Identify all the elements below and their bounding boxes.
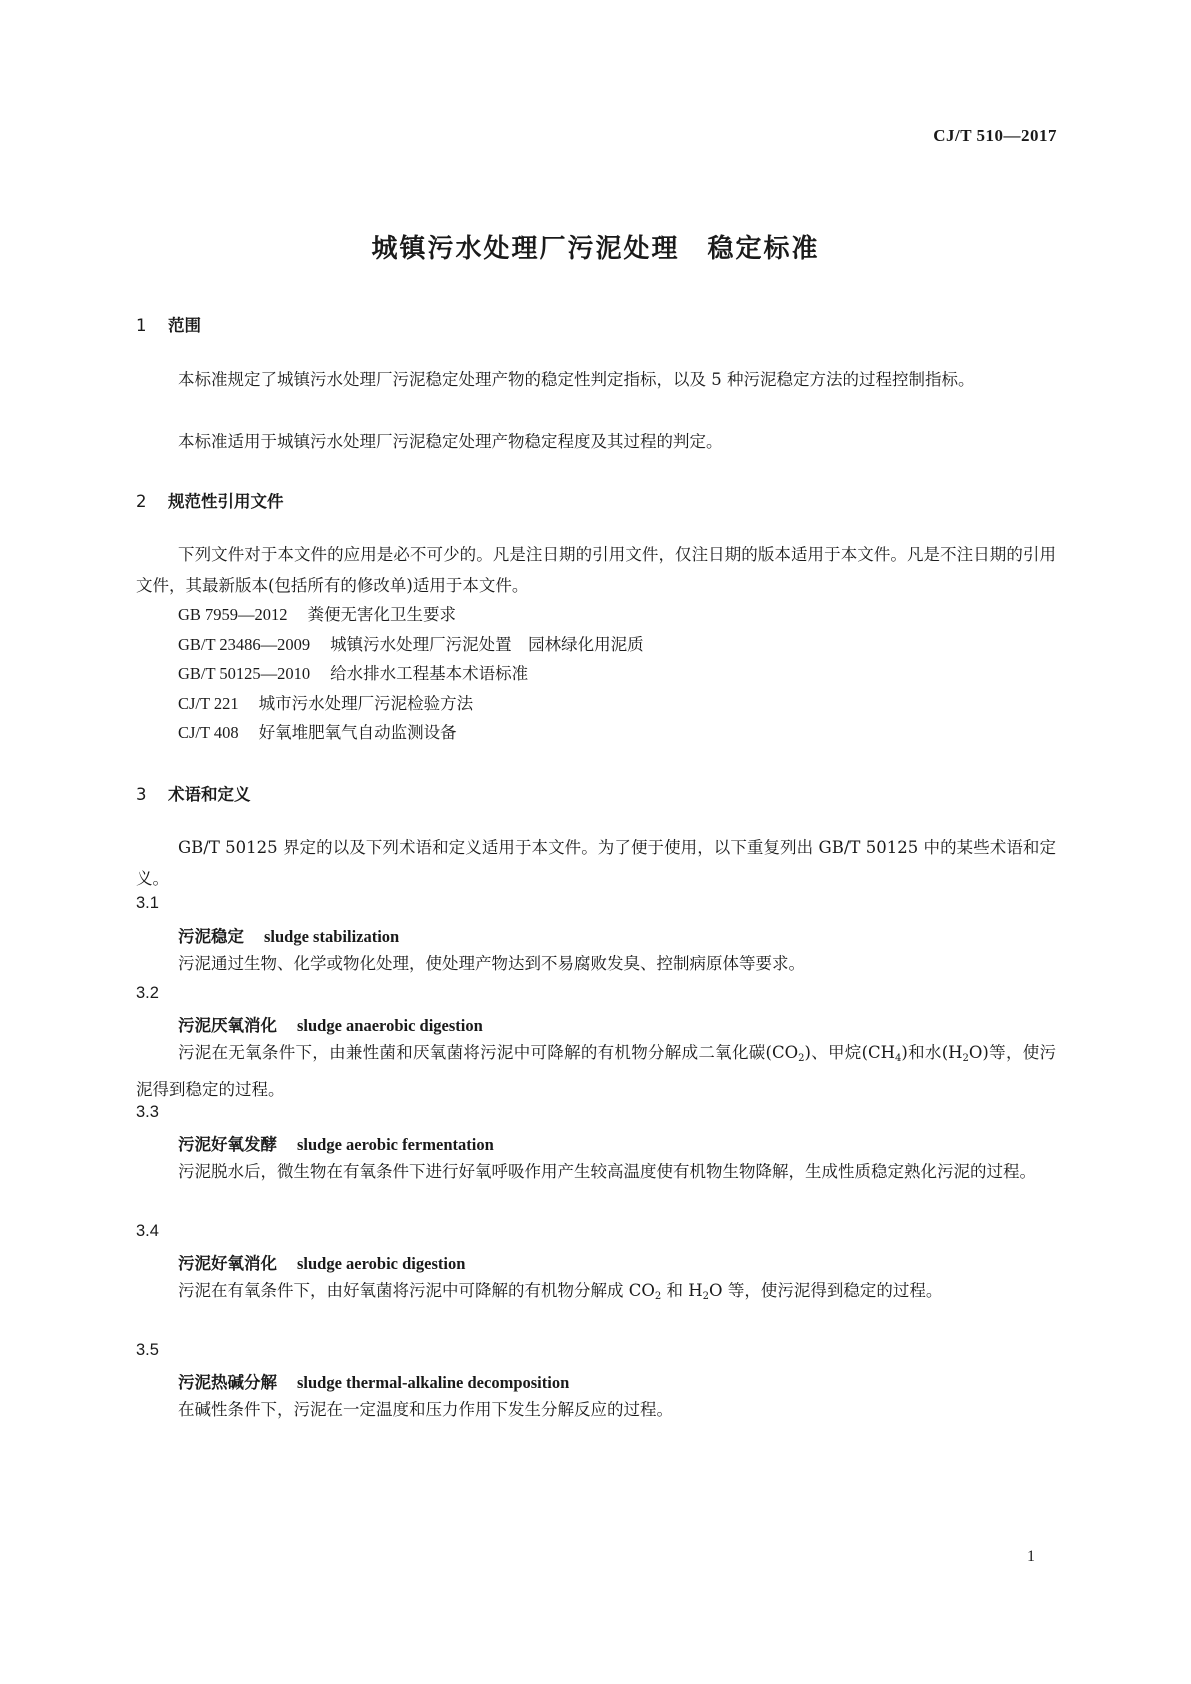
reference-item: [178, 690, 473, 714]
section-2-paragraph-1: 下列文件对于本文件的应用是必不可少的。凡是注日期的引用文件，仅注日期的版本适用于本文件。凡是不注日期的引用文件，其最新版本(包括所有的修改单)适用于本文件。: [136, 545, 1056, 595]
term-definition: 在碱性条件下，污泥在一定温度和压力作用下发生分解反应的过程。: [178, 1400, 673, 1419]
reference-code: CJ/T 221: [178, 694, 239, 713]
definition-text: )、甲烷(CH: [804, 1043, 896, 1062]
term-definition: [136, 1275, 1056, 1312]
term-number: 3.2: [136, 984, 159, 1002]
reference-title: 粪便无害化卫生要求: [307, 605, 457, 624]
page-number: 1: [1027, 1548, 1035, 1565]
term-name: [178, 923, 399, 947]
reference-code: GB/T 50125—2010: [178, 664, 311, 683]
term-definition: 污泥通过生物、化学或物化处理，使处理产物达到不易腐败发臭、控制病原体等要求。: [178, 954, 805, 973]
term-name-zh: 污泥稳定: [178, 927, 244, 946]
term-number: 3.3: [136, 1103, 159, 1121]
term-name: [178, 1250, 465, 1274]
subscript: 2: [798, 1053, 805, 1064]
term-name-en: sludge aerobic digestion: [297, 1254, 466, 1273]
term-number: 3.4: [136, 1222, 159, 1240]
definition-text: O)等，使污泥得到稳定的过程。: [136, 1043, 1057, 1099]
definition-text: )和水(H: [901, 1043, 963, 1062]
section-title: 范围: [168, 316, 201, 335]
page-title: 城镇污水处理厂污泥处理 稳定标准: [371, 234, 820, 264]
reference-title: 城镇污水处理厂污泥处置 园林绿化用泥质: [330, 635, 644, 654]
section-3-paragraph-1: GB/T 50125 界定的以及下列术语和定义适用于本文件。为了便于使用，以下重复列出 GB/T 50125 中的某些术语和定义。: [136, 838, 1056, 888]
term-number: 3.5: [136, 1341, 159, 1359]
term-name-en: sludge aerobic fermentation: [297, 1135, 494, 1154]
section-2-heading: [136, 488, 284, 512]
term-name-en: sludge thermal-alkaline decomposition: [297, 1373, 570, 1392]
section-number: 1: [136, 316, 147, 335]
subscript: 4: [895, 1053, 902, 1064]
term-name: [178, 1131, 494, 1155]
section-3-heading: [136, 781, 251, 805]
term-name-zh: 污泥热碱分解: [178, 1373, 277, 1392]
subscript: 2: [962, 1053, 969, 1064]
section-number: 3: [136, 785, 147, 804]
reference-item: [178, 601, 456, 625]
section-1-paragraph-1: 本标准规定了城镇污水处理厂污泥稳定处理产物的稳定性判定指标，以及 5 种污泥稳定方法的过程控制指标。: [178, 370, 975, 389]
section-1-paragraph-2: 本标准适用于城镇污水处理厂污泥稳定处理产物稳定程度及其过程的判定。: [178, 432, 723, 451]
definition-text: 和 H: [661, 1281, 703, 1300]
section-1-heading: [136, 312, 201, 336]
reference-item: [178, 631, 644, 655]
definition-text: O 等，使污泥得到稳定的过程。: [709, 1281, 943, 1300]
section-number: 2: [136, 492, 147, 511]
reference-item: [178, 719, 457, 743]
term-name-en: sludge anaerobic digestion: [297, 1016, 483, 1035]
term-name-zh: 污泥厌氧消化: [178, 1016, 277, 1035]
term-name-zh: 污泥好氧消化: [178, 1254, 277, 1273]
term-definition: 污泥脱水后，微生物在有氧条件下进行好氧呼吸作用产生较高温度使有机物生物降解，生成性质稳定熟化污泥的过程。: [178, 1162, 1036, 1181]
reference-title: 给水排水工程基本术语标准: [330, 664, 529, 683]
term-name-en: sludge stabilization: [264, 927, 400, 946]
term-name: [178, 1012, 483, 1036]
section-title: 术语和定义: [168, 785, 251, 804]
subscript: 2: [654, 1291, 662, 1302]
reference-title: 好氧堆肥氧气自动监测设备: [258, 723, 457, 742]
term-definition: [136, 1037, 1056, 1105]
reference-title: 城市污水处理厂污泥检验方法: [258, 694, 474, 713]
section-title: 规范性引用文件: [168, 492, 284, 511]
term-name-zh: 污泥好氧发酵: [178, 1135, 277, 1154]
reference-code: CJ/T 408: [178, 723, 239, 742]
standard-code: CJ/T 510—2017: [933, 126, 1057, 145]
definition-text: 污泥在无氧条件下，由兼性菌和厌氧菌将污泥中可降解的有机物分解成二氧化碳(CO: [178, 1043, 799, 1062]
term-number: 3.1: [136, 894, 159, 912]
definition-text: 污泥在有氧条件下，由好氧菌将污泥中可降解的有机物分解成 CO: [178, 1281, 655, 1300]
subscript: 2: [702, 1291, 710, 1302]
reference-item: [178, 660, 528, 684]
reference-code: GB/T 23486—2009: [178, 635, 311, 654]
term-name: [178, 1369, 569, 1393]
reference-code: GB 7959—2012: [178, 605, 288, 624]
